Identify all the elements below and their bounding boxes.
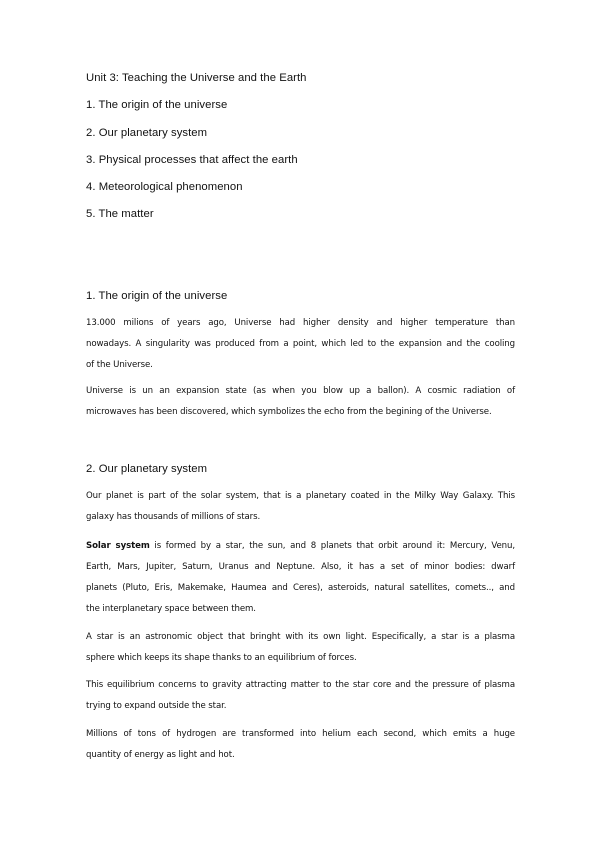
text-line: nowadays. A singularity was produced from a point, which led to the expansion and the cooling <box>86 339 515 349</box>
text-line: A star is an astronomic object that bringht with its own light. Especifically, a star is a plasma <box>86 632 515 642</box>
paragraph-solar-system <box>86 536 515 620</box>
text-line: Millions of tons of hydrogen are transformed into helium each second, which emits a huge <box>86 729 515 739</box>
text-line: trying to expand outside the star. <box>86 701 227 711</box>
solar-system-term: Solar system <box>86 541 150 551</box>
text-line: This equilibrium concerns to gravity attracting matter to the star core and the pressure of plasma <box>86 680 515 690</box>
text-line: Universe is un an expansion state (as when you blow up a ballon). A cosmic radiation of <box>86 386 515 396</box>
toc-item-1: 1. The origin of the universe <box>86 99 228 111</box>
paragraph-origin-2 <box>86 381 515 423</box>
text-line: 13.000 milions of years ago, Universe had higher density and higher temperature than <box>86 318 515 328</box>
text-line <box>86 536 515 557</box>
text-line: of the Universe. <box>86 360 153 370</box>
paragraph-hydrogen <box>86 724 515 766</box>
section-heading-planetary: 2. Our planetary system <box>86 463 208 475</box>
text-line: Our planet is part of the solar system, that is a planetary coated in the Milky Way Galaxy. This <box>86 491 515 501</box>
text-line-rest: is formed by a star, the sun, and 8 planets that orbit around it: Mercury, Venu, <box>149 541 516 551</box>
toc-item-2: 2. Our planetary system <box>86 127 208 139</box>
text-line: microwaves has been discovered, which symbolizes the echo from the begining of the Universe. <box>86 407 492 417</box>
text-line: Earth, Mars, Jupiter, Saturn, Uranus and Neptune. Also, it has a set of minor bodies: dwarf <box>86 562 515 572</box>
toc-item-5: 5. The matter <box>86 208 154 220</box>
toc-item-3: 3. Physical processes that affect the earth <box>86 154 298 166</box>
paragraph-origin-1 <box>86 313 515 376</box>
text-line: sphere which keeps its shape thanks to an equilibrium of forces. <box>86 653 357 663</box>
paragraph-star-definition <box>86 627 515 669</box>
paragraph-equilibrium <box>86 675 515 717</box>
text-line: galaxy has thousands of millions of stars. <box>86 512 261 522</box>
unit-title: Unit 3: Teaching the Universe and the Earth <box>86 72 307 84</box>
paragraph-planetary-1 <box>86 486 515 528</box>
toc-item-4: 4. Meteorological phenomenon <box>86 181 243 193</box>
text-line: quantity of energy as light and hot. <box>86 750 235 760</box>
text-line: planets (Pluto, Eris, Makemake, Haumea and Ceres), asteroids, natural satellites, comets.., and <box>86 583 515 593</box>
text-line: the interplanetary space between them. <box>86 604 256 614</box>
section-heading-origin: 1. The origin of the universe <box>86 290 228 302</box>
